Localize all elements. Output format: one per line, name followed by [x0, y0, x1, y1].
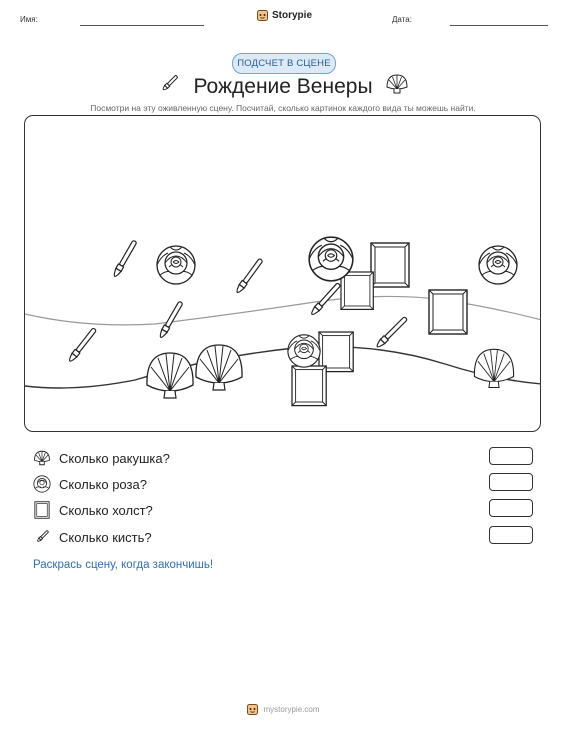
brush-icon	[33, 528, 51, 546]
storypie-logo-icon	[246, 703, 259, 716]
question-text: Сколько роза?	[59, 476, 147, 492]
wave-line-lower	[25, 347, 541, 388]
rose-item	[479, 246, 517, 284]
question-row	[33, 474, 147, 494]
scene-drawing	[25, 116, 541, 432]
brush-item	[235, 258, 264, 294]
answer-box[interactable]	[489, 473, 533, 491]
canvas-icon	[33, 501, 51, 519]
date-field[interactable]	[450, 25, 548, 26]
answer-box[interactable]	[489, 447, 533, 465]
question-text: Сколько ракушка?	[59, 450, 170, 466]
question-row	[33, 448, 170, 468]
brush-item	[158, 301, 183, 339]
shell-item	[474, 349, 513, 387]
brush-item	[112, 240, 137, 278]
rose-item	[157, 246, 195, 284]
shell-item	[147, 353, 193, 398]
rose-item	[288, 335, 320, 367]
canvas-item	[341, 272, 373, 309]
footer	[0, 703, 566, 716]
rose-icon	[33, 475, 51, 493]
counting-scene	[24, 115, 541, 432]
footer-link[interactable]: mystorypie.com	[263, 705, 320, 714]
question-row	[33, 527, 152, 547]
page-subtitle: Посмотри на эту оживленную сцену. Посчитай, сколько картинок каждого вида ты можешь найти.	[90, 103, 476, 113]
shell-item	[196, 345, 242, 390]
canvas-item	[292, 366, 326, 406]
canvas-item	[371, 243, 409, 287]
brand-logo	[256, 9, 312, 22]
question-row	[33, 500, 153, 520]
brush-item	[67, 327, 97, 363]
page-title: Рождение Венеры	[193, 75, 373, 98]
brush-item	[375, 316, 408, 349]
shell-icon	[33, 449, 51, 467]
name-field[interactable]	[80, 25, 204, 26]
brand-name: Storypie	[272, 10, 313, 21]
rose-item	[309, 237, 353, 281]
date-label: Дата:	[392, 15, 412, 24]
shell-icon	[385, 73, 409, 95]
canvas-item	[429, 290, 467, 334]
question-text: Сколько холст?	[59, 502, 153, 518]
category-badge: ПОДСЧЕТ В СЦЕНЕ	[232, 53, 336, 74]
answer-box[interactable]	[489, 526, 533, 544]
question-text: Сколько кисть?	[59, 529, 152, 545]
storypie-logo-icon	[256, 9, 269, 22]
answer-box[interactable]	[489, 499, 533, 517]
instruction-text: Раскрась сцену, когда закончишь!	[33, 559, 214, 571]
name-label: Имя:	[20, 15, 38, 24]
